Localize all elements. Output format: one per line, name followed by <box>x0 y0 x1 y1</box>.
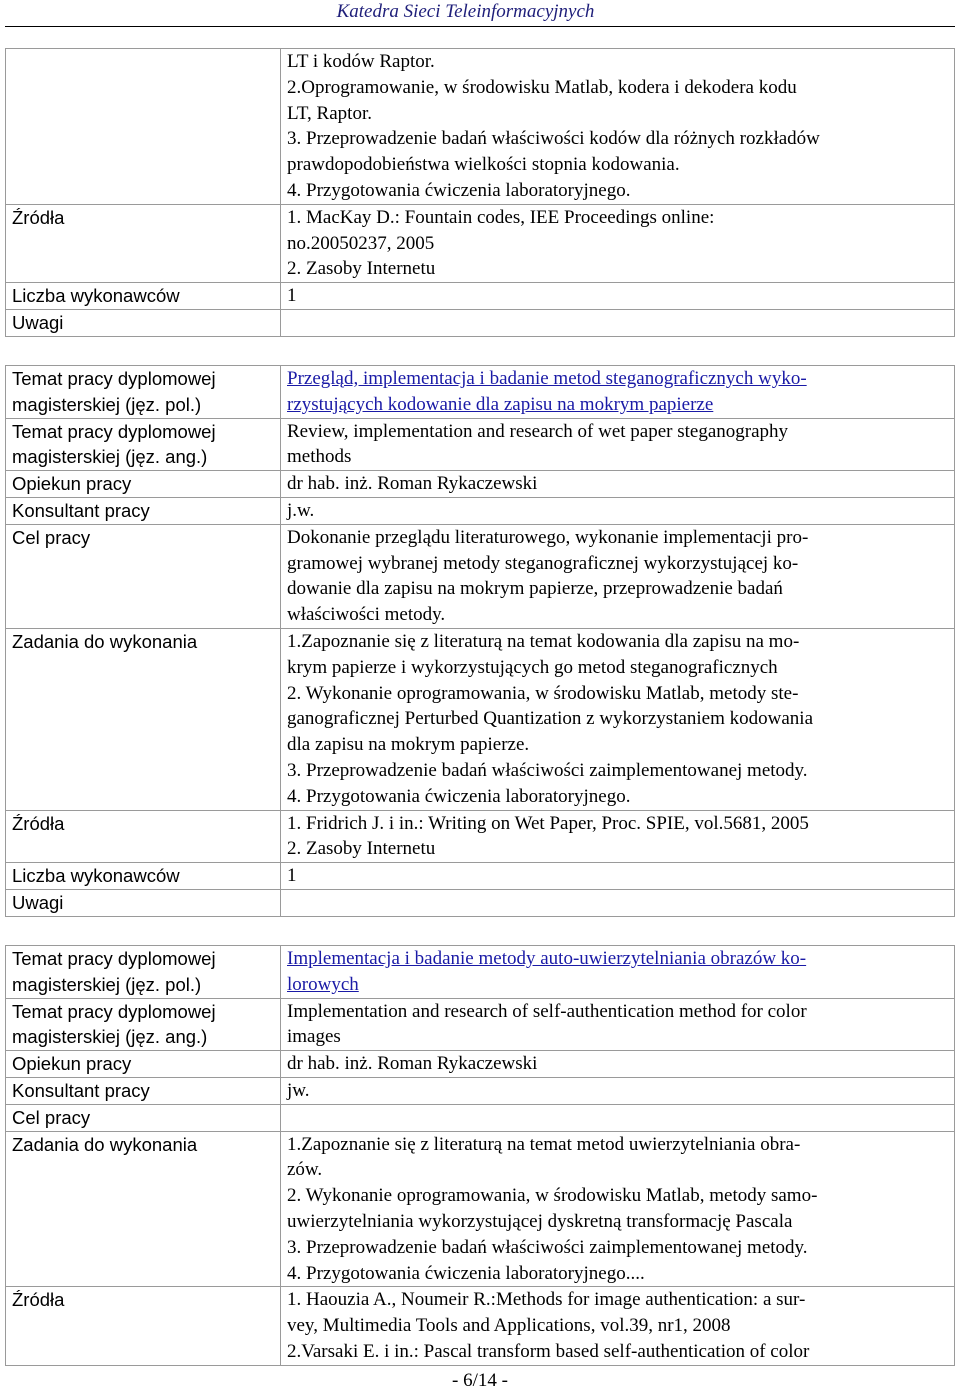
thesis-table-1 <box>5 48 955 337</box>
header-rule <box>5 26 955 27</box>
row-konsultant <box>6 1077 955 1104</box>
uwagi-value <box>281 309 955 336</box>
row-zrodla <box>6 204 955 282</box>
temat-ang-value: Review, implementation and research of wet paper steganography methods <box>281 418 955 471</box>
temat-pol-link-2[interactable]: lorowych <box>287 973 359 995</box>
liczba-label: Liczba wykonawców <box>6 863 281 890</box>
row-uwagi <box>6 889 955 916</box>
row-temat-pol <box>6 946 955 999</box>
zrodla-label: Źródła <box>6 204 281 282</box>
opiekun-value: dr hab. inż. Roman Rykaczewski <box>281 1051 955 1078</box>
thesis-table-2 <box>5 365 955 917</box>
zrodla-value: 1. Fridrich J. i in.: Writing on Wet Paper, Proc. SPIE, vol.5681, 2005 2. Zasoby Internetu <box>281 810 955 863</box>
row-opiekun <box>6 471 955 498</box>
row-konsultant <box>6 497 955 524</box>
row-uwagi <box>6 309 955 336</box>
row-zrodla <box>6 810 955 863</box>
temat-pol-label: Temat pracy dyplomowej magisterskiej (jęz. pol.) <box>6 946 281 999</box>
cel-value: Dokonanie przeglądu literaturowego, wykonanie implementacji pro- gramowej wybranej metody steganograficznej wykorzystującej ko- dowanie dla zapisu na mokrym papierze, przeprowadzenie badań właściwości metody. <box>281 524 955 628</box>
zadania-value: LT i kodów Raptor. 2.Oprogramowanie, w środowisku Matlab, kodera i dekodera kodu LT, Raptor. 3. Przeprowadzenie badań właściwości kodów dla różnych rozkładów prawdopodobieństwa wielkości stopnia kodowania. 4. Przygotowania ćwiczenia laboratoryjnego. <box>281 49 955 205</box>
konsultant-value: j.w. <box>281 497 955 524</box>
row-cel <box>6 1104 955 1131</box>
temat-pol-link-2[interactable]: rzystujących kodowanie dla zapisu na mokrym papierze <box>287 393 714 415</box>
uwagi-label: Uwagi <box>6 309 281 336</box>
zrodla-label: Źródła <box>6 1287 281 1365</box>
zrodla-value: 1. Haouzia A., Noumeir R.:Methods for image authentication: a sur- vey, Multimedia Tools and Applications, vol.39, nr1, 2008 2.Varsaki E. i in.: Pascal transform based self-authentication of color <box>281 1287 955 1365</box>
konsultant-label: Konsultant pracy <box>6 1077 281 1104</box>
row-liczba <box>6 863 955 890</box>
temat-pol-link-1[interactable]: Przegląd, implementacja i badanie metod steganograficznych wyko- <box>287 368 807 389</box>
zrodla-label: Źródła <box>6 810 281 863</box>
cel-value <box>281 1104 955 1131</box>
cel-label: Cel pracy <box>6 524 281 628</box>
temat-pol-link-1[interactable]: Implementacja i badanie metody auto-uwierzytelniania obrazów ko- <box>287 948 807 969</box>
row-temat-ang <box>6 418 955 471</box>
row-zadania <box>6 628 955 810</box>
row-temat-ang <box>6 998 955 1051</box>
temat-ang-label: Temat pracy dyplomowej magisterskiej (jęz. ang.) <box>6 998 281 1051</box>
opiekun-label: Opiekun pracy <box>6 1051 281 1078</box>
row-zrodla <box>6 1287 955 1365</box>
temat-pol-value[interactable] <box>281 946 955 999</box>
row-opiekun <box>6 1051 955 1078</box>
konsultant-label: Konsultant pracy <box>6 497 281 524</box>
page-number: - 6/14 - <box>452 1370 508 1391</box>
cel-label: Cel pracy <box>6 1104 281 1131</box>
zadania-value: 1.Zapoznanie się z literaturą na temat kodowania dla zapisu na mo- krym papierze i wykorzystujących go metod steganograficznych 2. Wykonanie oprogramowania, w środowisku Matlab, metody ste- ganograficznej Perturbed Quantization z wykorzystaniem kodowania dla zapisu na mokrym papierze. 3. Przeprowadzenie badań właściwości zaimplementowanej metody. 4. Przygotowania ćwiczenia laboratoryjnego. <box>281 628 955 810</box>
uwagi-label: Uwagi <box>6 889 281 916</box>
uwagi-value <box>281 889 955 916</box>
zrodla-value: 1. MacKay D.: Fountain codes, IEE Proceedings online: no.20050237, 2005 2. Zasoby Internetu <box>281 204 955 282</box>
liczba-value: 1 <box>281 863 955 890</box>
row-liczba <box>6 283 955 310</box>
page-header: Katedra Sieci Teleinformacyjnych <box>336 1 595 22</box>
temat-ang-value: Implementation and research of self-authentication method for color images <box>281 998 955 1051</box>
zadania-value: 1.Zapoznanie się z literaturą na temat metod uwierzytelniania obra- zów. 2. Wykonanie oprogramowania, w środowisku Matlab, metody samo- uwierzytelniania wykorzystującej dyskretną transformację Pascala 3. Przeprowadzenie badań właściwości zaimplementowanej metody. 4. Przygotowania ćwiczenia laboratoryjnego.... <box>281 1131 955 1287</box>
row-zadania <box>6 1131 955 1287</box>
row-cel <box>6 524 955 628</box>
temat-ang-label: Temat pracy dyplomowej magisterskiej (jęz. ang.) <box>6 418 281 471</box>
row-temat-pol <box>6 366 955 419</box>
temat-pol-label: Temat pracy dyplomowej magisterskiej (jęz. pol.) <box>6 366 281 419</box>
temat-pol-value[interactable] <box>281 366 955 419</box>
row-zadania-continued <box>6 49 955 205</box>
zadania-label: Zadania do wykonania <box>6 1131 281 1287</box>
thesis-table-3 <box>5 945 955 1366</box>
liczba-label: Liczba wykonawców <box>6 283 281 310</box>
opiekun-value: dr hab. inż. Roman Rykaczewski <box>281 471 955 498</box>
zadania-label: Zadania do wykonania <box>6 628 281 810</box>
opiekun-label: Opiekun pracy <box>6 471 281 498</box>
konsultant-value: jw. <box>281 1077 955 1104</box>
liczba-value: 1 <box>281 283 955 310</box>
